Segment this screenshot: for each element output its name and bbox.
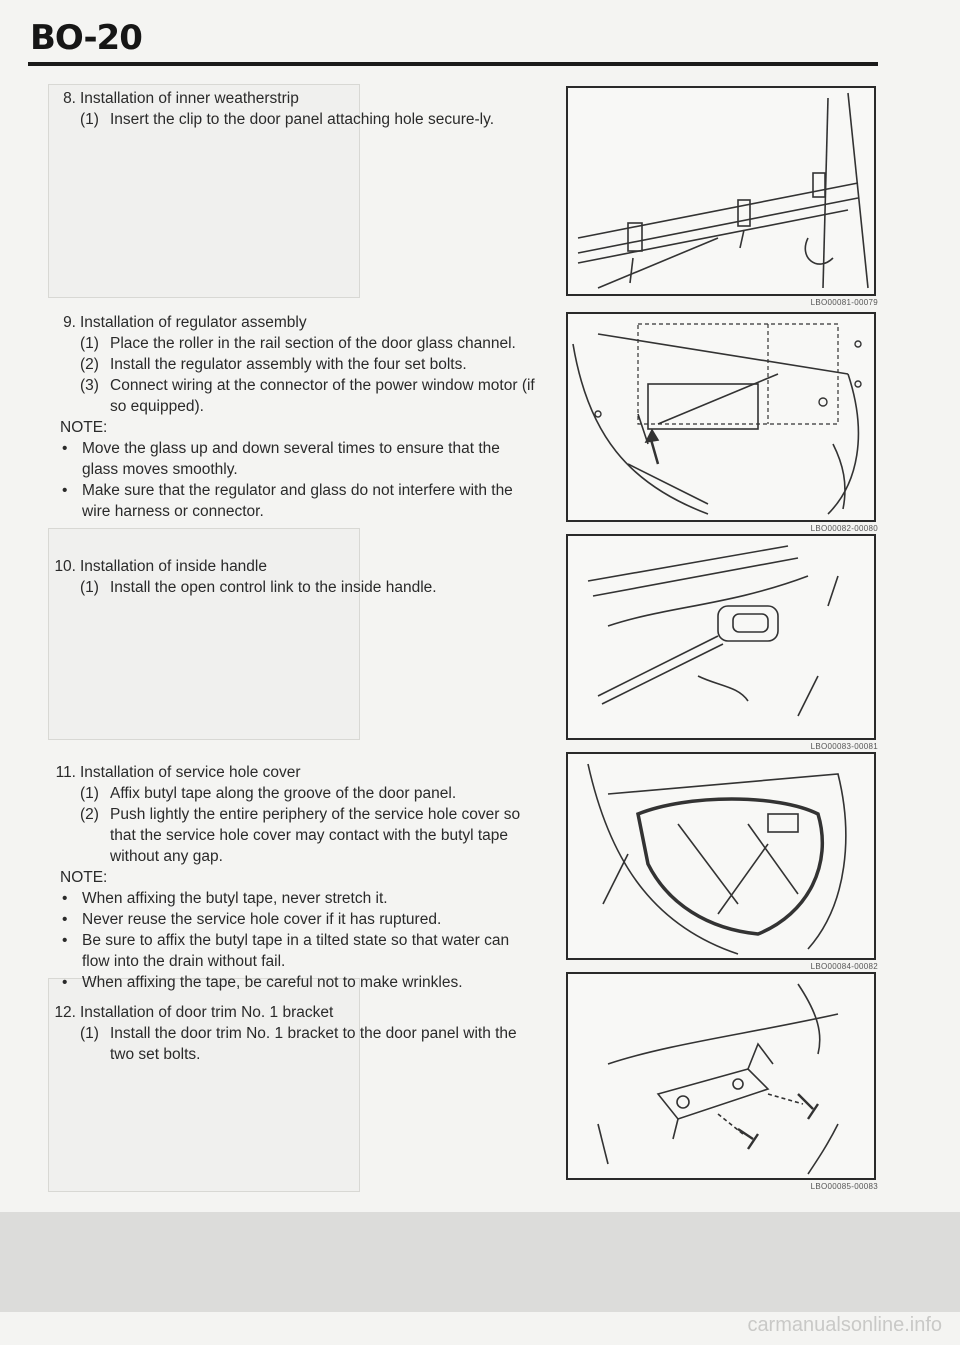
section-12 <box>48 1002 538 1065</box>
note-item <box>48 972 538 993</box>
section-title-text: Installation of door trim No. 1 bracket <box>80 1004 334 1021</box>
step-text: Affix butyl tape along the groove of the door panel. <box>110 785 457 802</box>
inside-handle-illustration <box>568 536 874 738</box>
section-title <box>48 312 538 333</box>
regulator-illustration <box>568 314 874 520</box>
note-item <box>48 909 538 930</box>
figure-regulator <box>566 312 876 522</box>
bullet-dot-icon: • <box>62 911 68 928</box>
figure-service-hole-cover <box>566 752 876 960</box>
step-number: (1) <box>80 1025 99 1042</box>
header-rule <box>28 62 878 66</box>
note-text: Move the glass up and down several times to ensure that the glass moves smoothly. <box>82 440 500 478</box>
step <box>48 109 538 130</box>
note-text: When affixing the tape, be careful not to make wrinkles. <box>82 974 463 991</box>
step-text: Push lightly the entire periphery of the service hole cover so that the service hole cover may contact with the butyl tape without any gap. <box>110 806 521 865</box>
watermark[interactable]: carmanualsonline.info <box>747 1314 942 1336</box>
step <box>48 804 538 867</box>
step-text: Install the open control link to the inside handle. <box>110 579 437 596</box>
note-text: Never reuse the service hole cover if it has ruptured. <box>82 911 442 928</box>
section-9 <box>48 312 538 522</box>
step <box>48 333 538 354</box>
note-text: Make sure that the regulator and glass do not interfere with the wire harness or connector. <box>82 482 513 520</box>
bullet-dot-icon: • <box>62 974 68 991</box>
section-number: 10. <box>54 558 76 575</box>
figure-code: LBO00084-00082 <box>810 962 878 971</box>
step-number: (3) <box>80 377 99 394</box>
section-title <box>48 556 538 577</box>
note-item <box>48 438 538 480</box>
step <box>48 354 538 375</box>
step-number: (1) <box>80 335 99 352</box>
step-number: (1) <box>80 111 99 128</box>
bullet-dot-icon: • <box>62 440 68 457</box>
step-number: (1) <box>80 579 99 596</box>
bullet-dot-icon: • <box>62 482 68 499</box>
step <box>48 1023 538 1065</box>
section-8 <box>48 88 538 130</box>
bullet-dot-icon: • <box>62 932 68 949</box>
note-item <box>48 480 538 522</box>
bullet-dot-icon: • <box>62 890 68 907</box>
section-10 <box>48 556 538 598</box>
figure-code: LBO00085-00083 <box>810 1182 878 1191</box>
section-title <box>48 88 538 109</box>
note-item <box>48 930 538 972</box>
note-text: When affixing the butyl tape, never stretch it. <box>82 890 388 907</box>
section-title <box>48 1002 538 1023</box>
step-text: Insert the clip to the door panel attaching hole secure-ly. <box>110 111 494 128</box>
door-trim-bracket-illustration <box>568 974 874 1178</box>
note-item <box>48 888 538 909</box>
step <box>48 577 538 598</box>
figure-weatherstrip <box>566 86 876 296</box>
step <box>48 783 538 804</box>
footer-band <box>0 1212 960 1312</box>
figure-code: LBO00083-00081 <box>810 742 878 751</box>
step <box>48 375 538 417</box>
section-title <box>48 762 538 783</box>
step-number: (2) <box>80 806 99 823</box>
figure-code: LBO00081-00079 <box>810 298 878 307</box>
note-text: Be sure to affix the butyl tape in a tilted state so that water can flow into the drain without fail. <box>82 932 510 970</box>
section-title-text: Installation of regulator assembly <box>80 314 307 331</box>
section-number: 11. <box>55 764 76 781</box>
figure-code: LBO00082-00080 <box>810 524 878 533</box>
note-label: NOTE: <box>60 869 108 886</box>
service-hole-cover-illustration <box>568 754 874 958</box>
section-11 <box>48 762 538 993</box>
section-number: 12. <box>54 1004 76 1021</box>
step-number: (2) <box>80 356 99 373</box>
section-number: 9. <box>63 314 76 331</box>
step-text: Install the door trim No. 1 bracket to the door panel with the two set bolts. <box>110 1025 517 1063</box>
step-text: Install the regulator assembly with the four set bolts. <box>110 356 467 373</box>
step-text: Place the roller in the rail section of the door glass channel. <box>110 335 516 352</box>
page-code: BO-20 <box>30 18 142 58</box>
section-number: 8. <box>63 90 76 107</box>
section-title-text: Installation of inside handle <box>80 558 267 575</box>
step-number: (1) <box>80 785 99 802</box>
section-title-text: Installation of service hole cover <box>80 764 301 781</box>
figure-inside-handle <box>566 534 876 740</box>
figure-door-trim-bracket <box>566 972 876 1180</box>
step-text: Connect wiring at the connector of the power window motor (if so equipped). <box>110 377 535 415</box>
note-label: NOTE: <box>60 419 108 436</box>
weatherstrip-illustration <box>568 88 874 294</box>
section-title-text: Installation of inner weatherstrip <box>80 90 299 107</box>
